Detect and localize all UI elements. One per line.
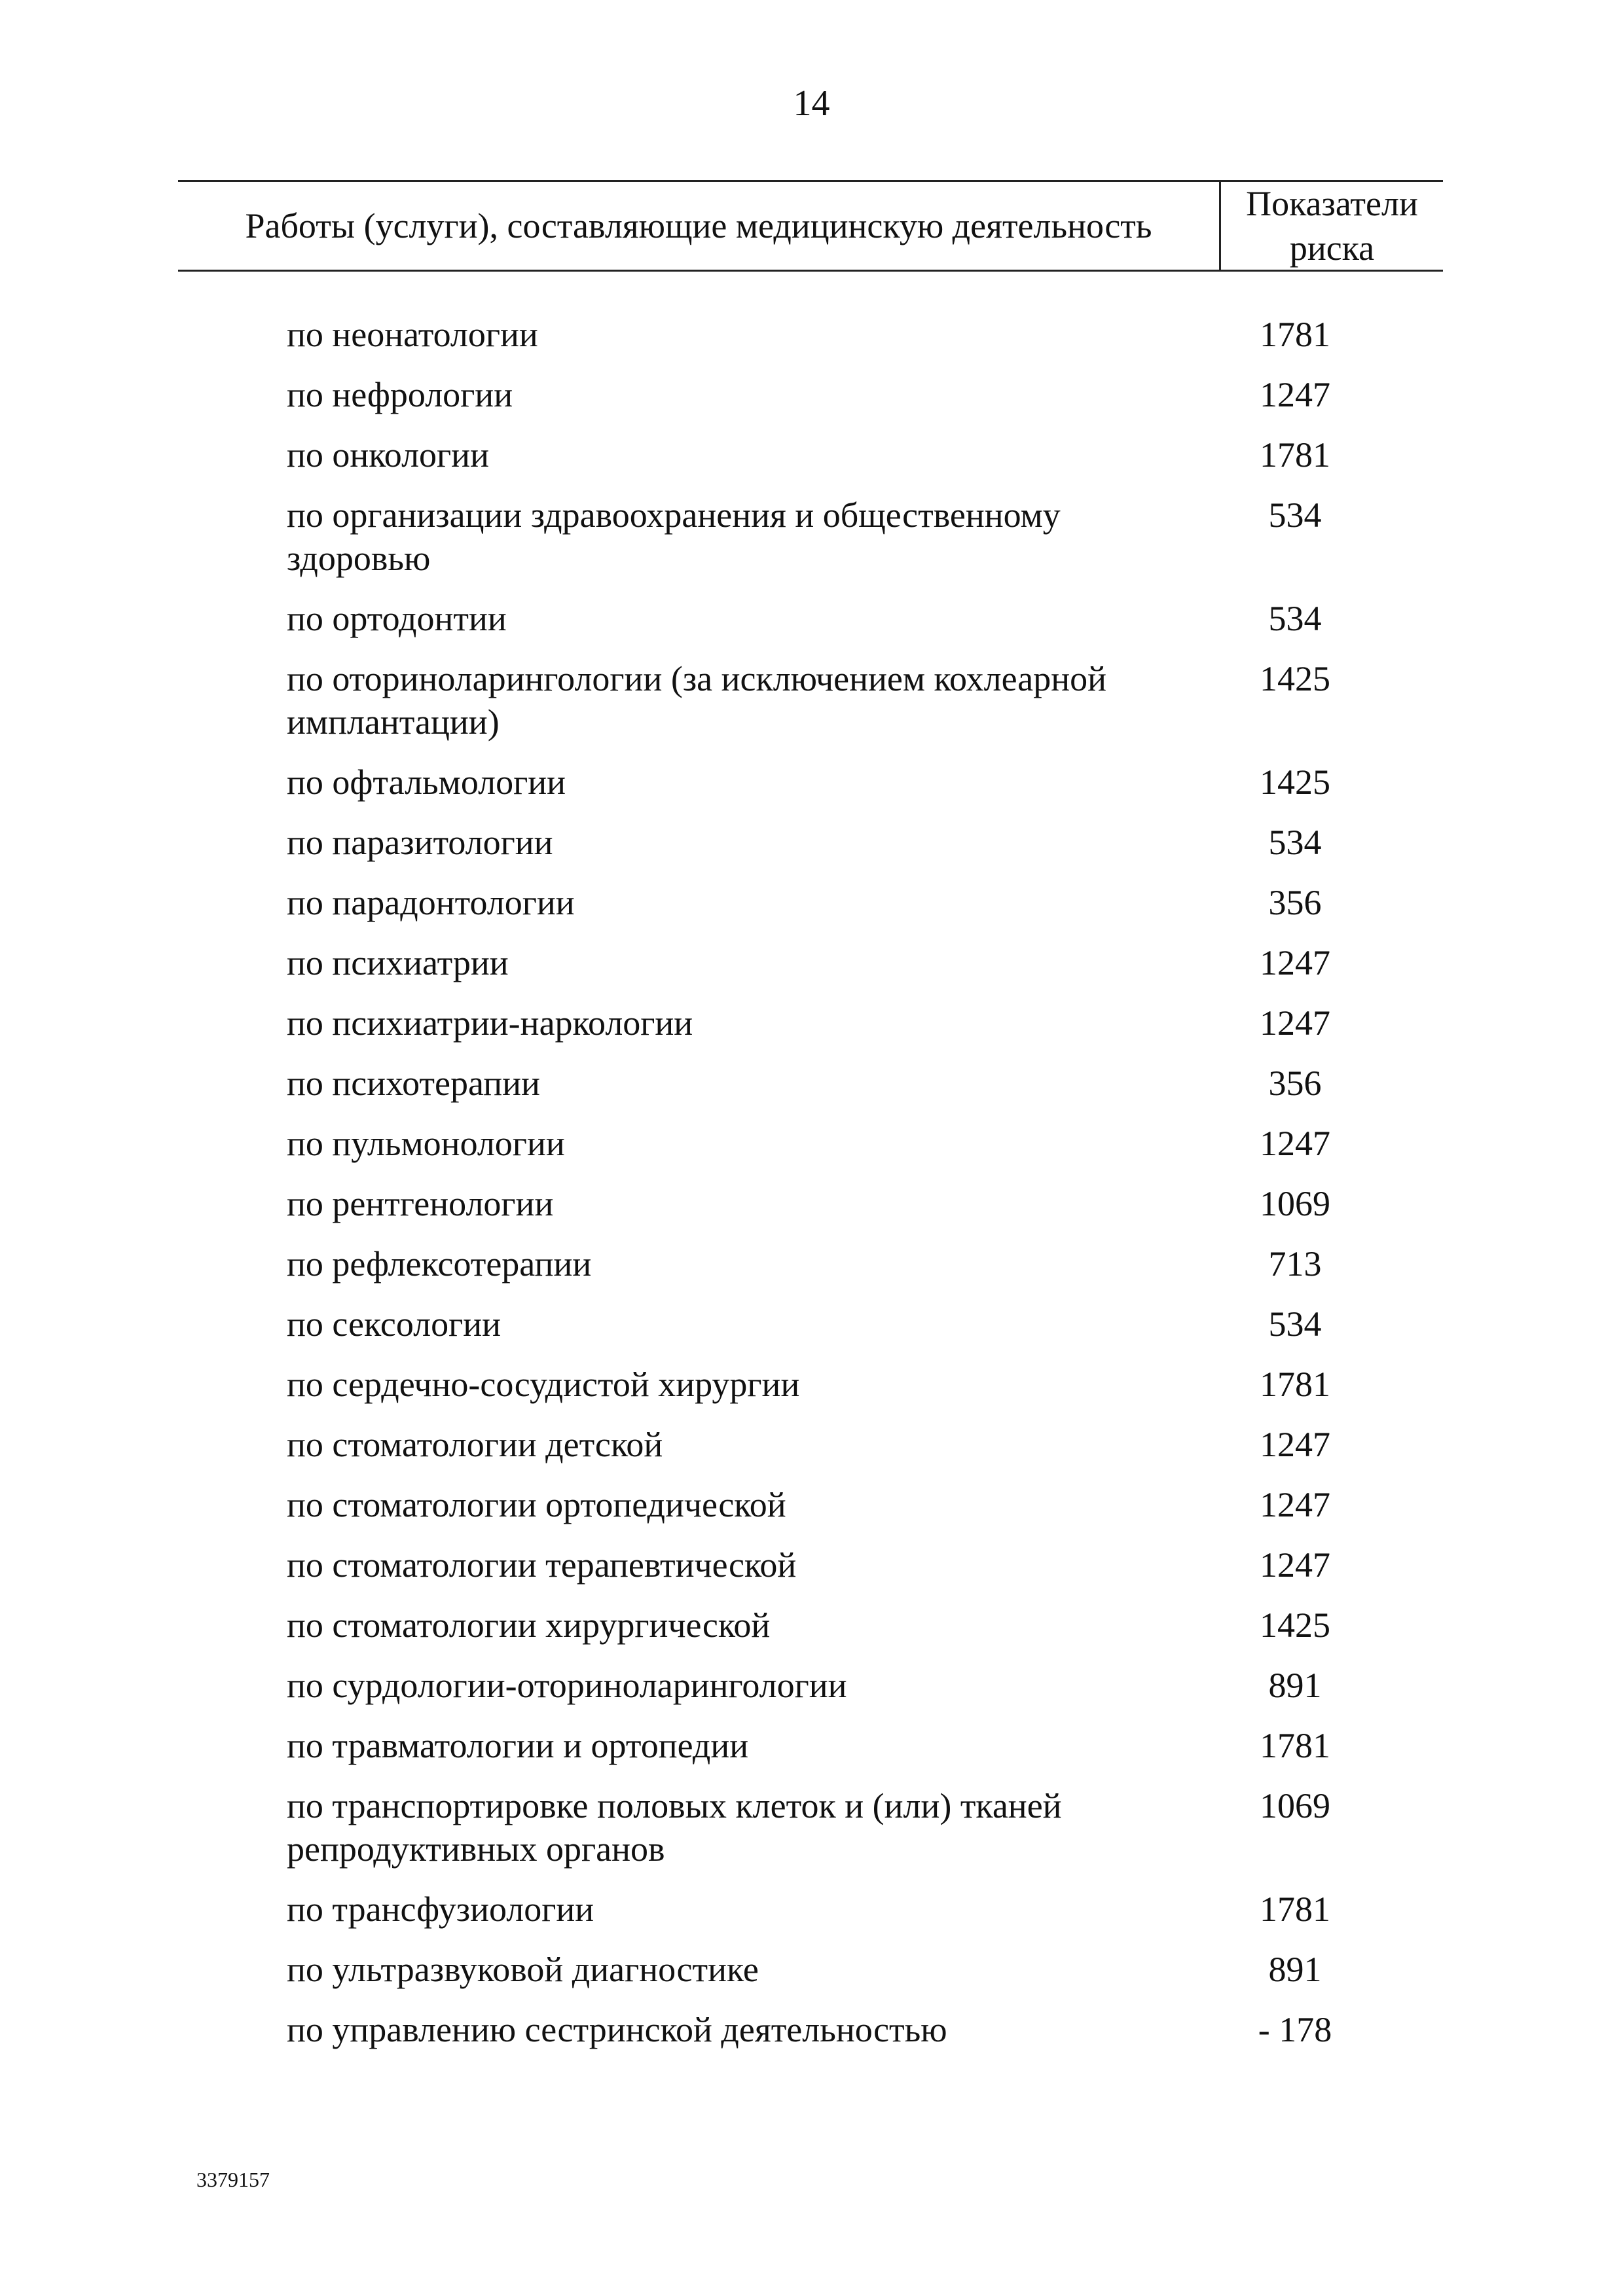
risk-value: 534 bbox=[1268, 599, 1322, 638]
risk-value: - 178 bbox=[1258, 2010, 1332, 2049]
risk-value: 1247 bbox=[1260, 375, 1330, 414]
risk-value: 1781 bbox=[1260, 315, 1330, 354]
table-row bbox=[287, 1784, 1439, 1871]
table-row bbox=[287, 1062, 1439, 1105]
service-name: по стоматологии ортопедической bbox=[287, 1485, 786, 1524]
risk-value: 534 bbox=[1268, 495, 1322, 535]
service-name: по стоматологии хирургической bbox=[287, 1605, 771, 1645]
table-row bbox=[287, 433, 1439, 476]
header-risk-column bbox=[1221, 182, 1443, 270]
service-name: по сердечно-сосудистой хирургии bbox=[287, 1365, 800, 1404]
service-name: по сексологии bbox=[287, 1304, 501, 1344]
service-name: по офтальмологии bbox=[287, 762, 566, 802]
service-name: по ультразвуковой диагностике bbox=[287, 1950, 759, 1989]
service-name: по парадонтологии bbox=[287, 883, 575, 922]
service-name: по паразитологии bbox=[287, 823, 553, 862]
service-name: по организации здравоохранения и общественному здоровью bbox=[287, 495, 1061, 578]
table-body bbox=[287, 313, 1439, 2068]
page-number: 14 bbox=[793, 83, 830, 124]
table-row bbox=[287, 1302, 1439, 1346]
risk-value: 891 bbox=[1268, 1950, 1322, 1989]
service-name: по стоматологии детской bbox=[287, 1425, 663, 1464]
service-name: по психиатрии-наркологии bbox=[287, 1003, 693, 1043]
risk-value: 534 bbox=[1268, 1304, 1322, 1344]
table-row bbox=[287, 1122, 1439, 1165]
table-row bbox=[287, 1363, 1439, 1406]
table-row bbox=[287, 1483, 1439, 1526]
risk-value: 1781 bbox=[1260, 1726, 1330, 1765]
table-row bbox=[287, 313, 1439, 356]
service-name: по травматологии и ортопедии bbox=[287, 1726, 749, 1765]
risk-value: 1247 bbox=[1260, 1124, 1330, 1163]
service-name: по ортодонтии bbox=[287, 599, 507, 638]
table-row bbox=[287, 1001, 1439, 1045]
risk-value: 1069 bbox=[1260, 1184, 1330, 1223]
table-row bbox=[287, 493, 1439, 580]
service-name: по рентгенологии bbox=[287, 1184, 554, 1223]
table-row bbox=[287, 1182, 1439, 1225]
table-row bbox=[287, 1423, 1439, 1466]
risk-value: 356 bbox=[1268, 1064, 1322, 1103]
table-row bbox=[287, 1888, 1439, 1931]
table-row bbox=[287, 657, 1439, 744]
service-name: по онкологии bbox=[287, 435, 489, 475]
table-row bbox=[287, 1664, 1439, 1707]
table-row bbox=[287, 1543, 1439, 1587]
risk-value: 1247 bbox=[1260, 943, 1330, 982]
risk-value: 356 bbox=[1268, 883, 1322, 922]
service-name: по трансфузиологии bbox=[287, 1890, 594, 1929]
risk-value: 1247 bbox=[1260, 1003, 1330, 1043]
risk-value: 891 bbox=[1268, 1666, 1322, 1705]
risk-value: 1247 bbox=[1260, 1545, 1330, 1585]
table-row bbox=[287, 2008, 1439, 2051]
service-name: по сурдологии-оториноларингологии bbox=[287, 1666, 847, 1705]
header-risk-line2: риска bbox=[1289, 228, 1375, 268]
service-name: по транспортировке половых клеток и (или) тканей репродуктивных органов bbox=[287, 1786, 1062, 1869]
service-name: по неонатологии bbox=[287, 315, 538, 354]
table-row bbox=[287, 941, 1439, 984]
risk-value: 713 bbox=[1268, 1244, 1322, 1283]
risk-value: 1069 bbox=[1260, 1786, 1330, 1825]
service-name: по рефлексотерапии bbox=[287, 1244, 592, 1283]
service-name: по психиатрии bbox=[287, 943, 509, 982]
table-row bbox=[287, 1242, 1439, 1285]
risk-value: 1425 bbox=[1260, 659, 1330, 698]
table-row bbox=[287, 761, 1439, 804]
service-name: по пульмонологии bbox=[287, 1124, 565, 1163]
service-name: по стоматологии терапевтической bbox=[287, 1545, 797, 1585]
risk-value: 1425 bbox=[1260, 1605, 1330, 1645]
risk-value: 1781 bbox=[1260, 1365, 1330, 1404]
risk-value: 534 bbox=[1268, 823, 1322, 862]
table-row bbox=[287, 1724, 1439, 1767]
service-name: по психотерапии bbox=[287, 1064, 540, 1103]
risk-value: 1781 bbox=[1260, 435, 1330, 475]
table-row bbox=[287, 597, 1439, 640]
table-row bbox=[287, 881, 1439, 924]
risk-value: 1247 bbox=[1260, 1485, 1330, 1524]
header-services-column: Работы (услуги), составляющие медицинскую деятельность bbox=[245, 206, 1152, 245]
table-row bbox=[287, 373, 1439, 416]
header-risk-line1: Показатели bbox=[1246, 184, 1418, 223]
risk-value: 1425 bbox=[1260, 762, 1330, 802]
table-row bbox=[287, 821, 1439, 864]
service-name: по управлению сестринской деятельностью bbox=[287, 2010, 947, 2049]
risk-value: 1247 bbox=[1260, 1425, 1330, 1464]
table-row bbox=[287, 1604, 1439, 1647]
document-id: 3379157 bbox=[196, 2168, 270, 2191]
service-name: по оториноларингологии (за исключением кохлеарной имплантации) bbox=[287, 659, 1107, 742]
table-header bbox=[178, 180, 1443, 272]
service-name: по нефрологии bbox=[287, 375, 513, 414]
table-row bbox=[287, 1948, 1439, 1991]
risk-value: 1781 bbox=[1260, 1890, 1330, 1929]
